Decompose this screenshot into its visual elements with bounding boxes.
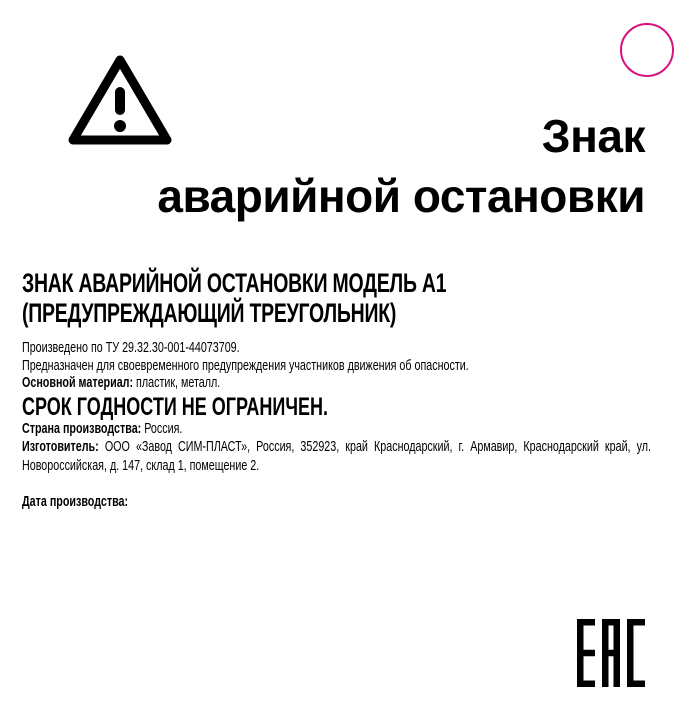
- country-value: Россия.: [141, 420, 183, 437]
- country-label: Страна производства:: [22, 420, 142, 437]
- purpose-text: Предназначен для своевременного предупреждения участников движения об опасности.: [22, 357, 469, 374]
- production-date-label: Дата производства:: [22, 494, 129, 510]
- shelf-life-heading: СРОК ГОДНОСТИ НЕ ОГРАНИЧЕН.: [22, 392, 329, 421]
- label-text-block: [22, 268, 652, 512]
- production-date-line: [22, 494, 614, 512]
- title-line-2: аварийной остановки: [157, 170, 645, 222]
- product-name-line-2: (ПРЕДУПРЕЖДАЮЩИЙ ТРЕУГОЛЬНИК): [22, 298, 397, 328]
- manufacturer-label: Изготовитель:: [22, 439, 99, 455]
- material-line: [22, 375, 614, 393]
- page-title: [157, 106, 645, 226]
- circle-mark: [620, 23, 674, 77]
- manufacturer-line: [22, 438, 651, 476]
- country-line: [22, 421, 614, 439]
- standard-text: Произведено по ТУ 29.32.30-001-44073709.: [22, 340, 240, 356]
- material-label: Основной материал:: [22, 375, 134, 391]
- material-value: пластик, металл.: [133, 375, 221, 391]
- product-name-line-1: ЗНАК АВАРИЙНОЙ ОСТАНОВКИ МОДЕЛЬ А1: [22, 268, 447, 298]
- eac-mark: [577, 619, 645, 687]
- manufacturer-value: ООО «Завод СИМ-ПЛАСТ», Россия, 352923, край Краснодарский, г. Армавир, Краснодарский край, ул. Новороссийская, д. 147, склад 1, помещение 2.: [22, 439, 652, 474]
- title-line-1: Знак: [541, 110, 645, 162]
